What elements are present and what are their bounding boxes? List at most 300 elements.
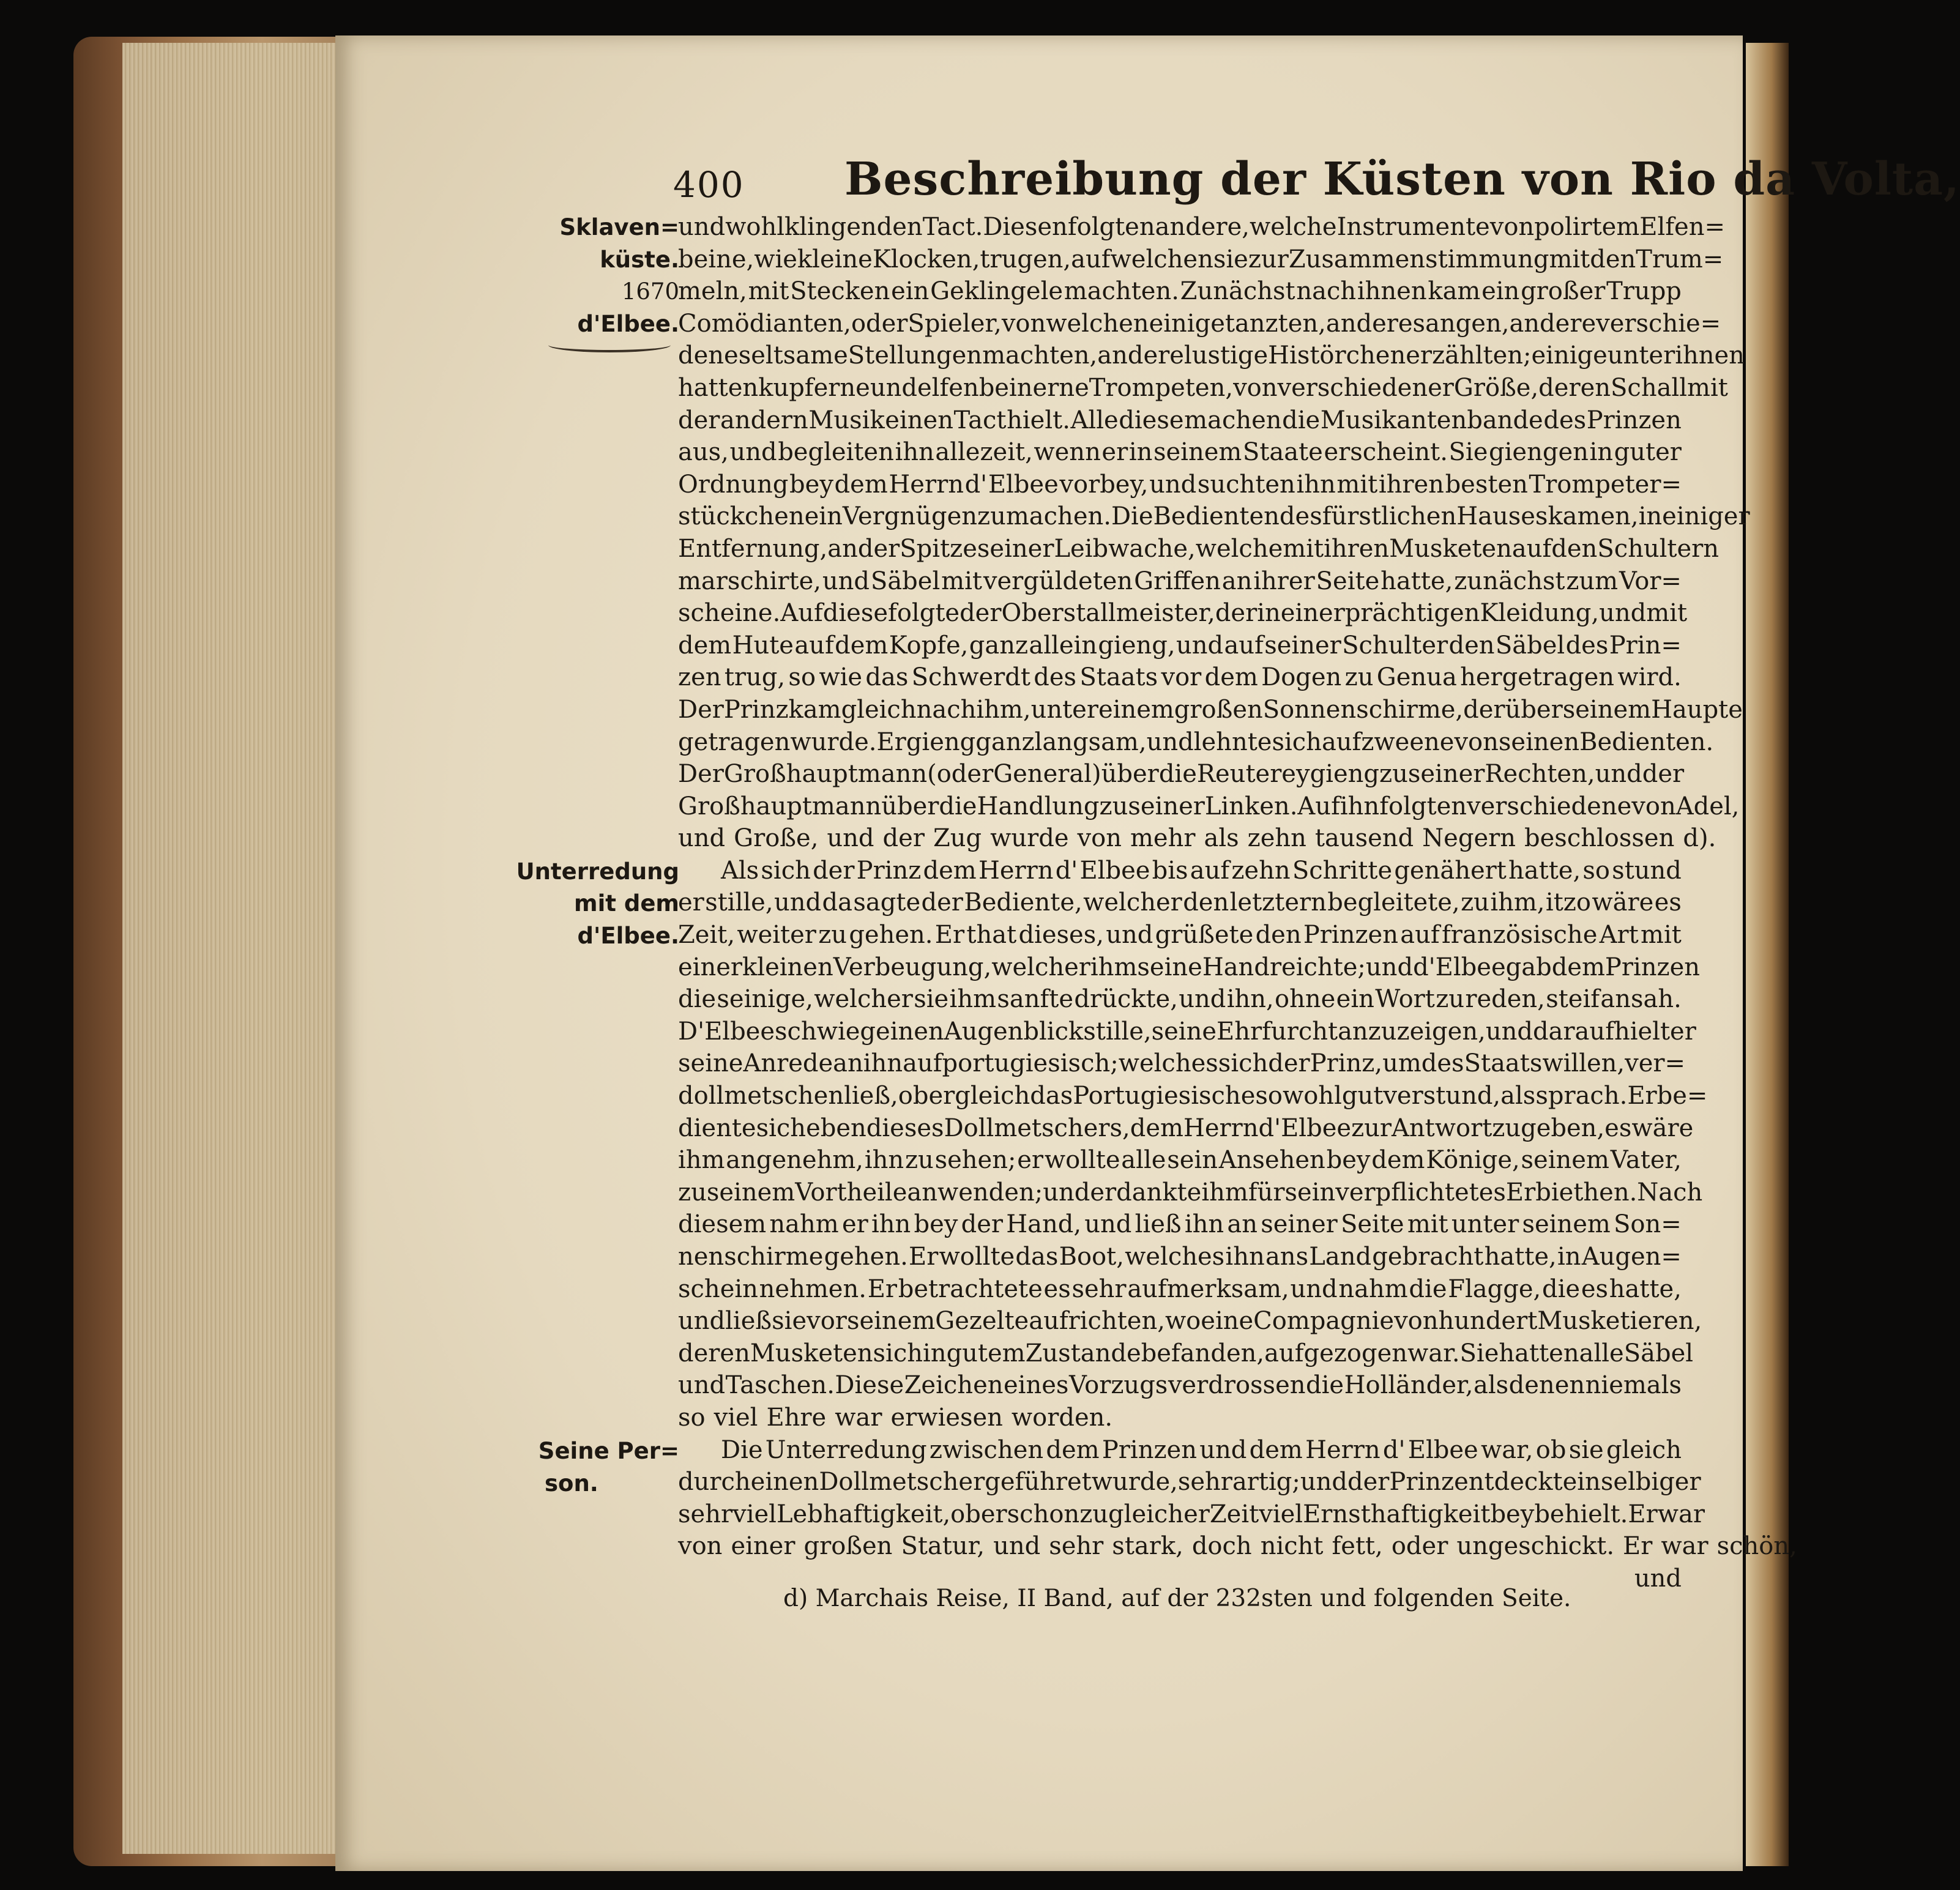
word: Bediente, — [964, 888, 1082, 917]
word: ganz — [975, 727, 1035, 756]
word: über — [1101, 760, 1159, 789]
word: einem — [1098, 695, 1174, 724]
word: suchten — [1197, 470, 1295, 499]
word: beschlossen — [1524, 824, 1675, 853]
word: ob — [950, 1500, 981, 1528]
word: deren — [1538, 373, 1611, 402]
word: Er — [876, 727, 906, 756]
word: als — [1204, 824, 1239, 853]
word: gut — [1341, 1082, 1384, 1111]
word: Große, — [734, 824, 819, 853]
word: seine — [678, 1049, 743, 1078]
word: Ehrfurcht — [1217, 1017, 1338, 1046]
word: Die — [721, 1435, 763, 1464]
word: diente — [678, 1114, 756, 1142]
word: und — [678, 1307, 726, 1336]
word: getragen — [678, 727, 791, 756]
word: ließ, — [844, 1082, 898, 1111]
word: Er — [1628, 1500, 1658, 1528]
word: worden. — [1011, 1403, 1113, 1432]
word: zunächst — [1454, 567, 1565, 595]
word: mit — [1283, 534, 1324, 563]
word: so — [1582, 856, 1610, 885]
word: Sie — [1448, 438, 1488, 467]
word: Kopfe, — [889, 631, 969, 660]
word: eine — [1201, 1307, 1254, 1336]
word: artig; — [1232, 1468, 1300, 1497]
word: und — [1146, 727, 1194, 756]
word: zen — [678, 663, 721, 692]
margin-note: 1670 — [621, 278, 679, 305]
word: seinem — [1522, 1210, 1611, 1239]
word: hatten — [678, 373, 759, 402]
word: besten — [1445, 470, 1528, 499]
word: Zusammenstimmung — [1288, 245, 1549, 273]
word: schein — [678, 1274, 758, 1303]
word: Elbee — [1281, 1114, 1352, 1142]
word: be= — [1656, 1082, 1708, 1111]
word: welchen — [1046, 309, 1149, 338]
word: oder — [1391, 1532, 1448, 1561]
word: einer — [678, 953, 743, 981]
word: Prinzen — [1101, 1435, 1197, 1464]
word: dem — [1046, 1435, 1100, 1464]
word: reden, — [1465, 985, 1545, 1014]
word: geben, — [1521, 1114, 1605, 1142]
word: Sie — [1459, 1339, 1499, 1367]
word: einiger — [1662, 502, 1750, 531]
word: hielt. — [1007, 406, 1070, 434]
word: den — [1448, 631, 1495, 660]
word: welcher — [1083, 888, 1182, 917]
margin-note: küste. — [600, 247, 679, 273]
word: scheine. — [678, 599, 781, 628]
word: das — [865, 663, 909, 692]
word: welches — [1118, 1049, 1218, 1078]
word: Bedienten — [1153, 502, 1280, 531]
word: letztern — [1229, 888, 1327, 917]
word: machten, — [982, 341, 1098, 370]
word: der — [921, 888, 963, 917]
word: verstund, — [1383, 1082, 1501, 1111]
word: verschiedener — [1277, 373, 1454, 402]
text-line — [678, 565, 1682, 598]
word: durch — [678, 1468, 751, 1497]
word: dem — [678, 631, 732, 660]
text-line — [678, 436, 1682, 469]
word: einige — [1149, 309, 1225, 338]
word: kupferne — [758, 373, 870, 402]
word: dem — [1249, 1435, 1303, 1464]
running-title: Beschreibung der Küsten von Rio da Volta, — [844, 153, 1960, 206]
word: Säbel — [870, 567, 941, 595]
word: seltsame — [738, 341, 848, 370]
word: kleine — [797, 245, 873, 273]
word: Großhauptmann — [678, 792, 882, 820]
word: kam — [788, 695, 841, 724]
word: seinige, — [717, 985, 813, 1014]
word: Bedienten. — [1579, 727, 1714, 756]
text-line — [678, 1273, 1682, 1306]
word: welche — [1250, 213, 1337, 241]
word: stark, — [1112, 1532, 1183, 1561]
word: Auf — [1297, 792, 1340, 820]
word: Herrn — [1183, 1114, 1259, 1142]
word: an — [827, 534, 858, 563]
word: ließ — [725, 1307, 772, 1336]
word: viel — [732, 1500, 777, 1528]
word: steif — [1546, 985, 1600, 1014]
word: Prinzen — [1303, 921, 1398, 950]
word: beybehielt. — [1490, 1500, 1628, 1528]
word: ihn — [871, 1210, 911, 1239]
word: zur — [1351, 1114, 1392, 1142]
word: beine, — [678, 245, 755, 273]
word: er — [928, 1082, 955, 1111]
word: der — [857, 534, 900, 563]
word: folgte — [888, 599, 960, 628]
word: die — [1158, 760, 1197, 789]
word: einer — [1280, 599, 1345, 628]
word: Prinz, — [1310, 1049, 1383, 1078]
word: zu — [1461, 888, 1489, 917]
word: sein — [1167, 1146, 1218, 1175]
word: gleich — [955, 1082, 1030, 1111]
word: angenehm, — [726, 1146, 864, 1175]
word: Erbiethen. — [1505, 1178, 1638, 1207]
word: Ordnung — [678, 470, 789, 499]
word: wo — [1164, 1307, 1201, 1336]
word: so — [678, 1403, 706, 1432]
word: und — [678, 1371, 726, 1400]
word: Prinzen — [1586, 406, 1682, 434]
word: und — [1599, 599, 1647, 628]
word: Diese — [835, 1371, 904, 1400]
word: folgten — [1067, 213, 1155, 241]
text-line — [678, 1305, 1702, 1338]
word: den — [1590, 245, 1636, 273]
word: kleinen — [742, 953, 833, 981]
word: Stellungen — [848, 341, 983, 370]
word: Er — [1623, 1532, 1653, 1561]
word: langsam, — [1034, 727, 1147, 756]
word: Seite — [1340, 1210, 1404, 1239]
word: es — [1654, 888, 1682, 917]
word: auf — [1321, 727, 1362, 756]
word: für — [1248, 1178, 1285, 1207]
word: ihn — [1184, 1210, 1224, 1239]
text-line — [678, 630, 1682, 662]
word: hergetragen — [1460, 663, 1615, 692]
word: und — [1084, 1210, 1132, 1239]
word: machten. — [1064, 277, 1179, 306]
word: seinem — [1562, 695, 1652, 724]
word: Größe, — [1453, 373, 1539, 402]
word: Klocken, — [872, 245, 980, 273]
word: ein — [804, 502, 843, 531]
word: tausend — [1314, 824, 1414, 853]
word: ans — [1265, 1243, 1309, 1271]
word: war — [1657, 1500, 1705, 1528]
word: welche — [1195, 534, 1283, 563]
word: eben — [806, 1114, 866, 1142]
word: dieses, — [1018, 921, 1104, 950]
word: begleitete, — [1327, 888, 1460, 917]
word: Son= — [1614, 1210, 1682, 1239]
word: trugen, — [980, 245, 1071, 273]
word: der — [1463, 695, 1505, 724]
word: einen — [876, 1017, 944, 1046]
word: ein — [1481, 277, 1520, 306]
word: seinem — [1153, 438, 1242, 467]
word: gebracht — [1372, 1243, 1484, 1271]
word: Musik — [808, 406, 885, 434]
word: giengen — [1489, 438, 1589, 467]
word: hatte, — [1484, 1243, 1557, 1271]
word: schon — [1007, 1500, 1080, 1528]
word: zu — [678, 1178, 707, 1207]
word: und — [1106, 921, 1153, 950]
text-line — [678, 887, 1682, 919]
word: einer — [731, 1532, 796, 1561]
word: in — [1589, 438, 1614, 467]
word: auf — [794, 631, 834, 660]
text-line — [678, 1402, 1682, 1434]
word: Haupte — [1651, 695, 1743, 724]
word: bis — [1152, 856, 1188, 885]
text-line — [678, 275, 1682, 308]
word: Elbee — [1079, 856, 1150, 885]
word: dem — [1371, 1146, 1425, 1175]
word: aufgezogen — [1264, 1339, 1407, 1367]
word: meln, — [678, 277, 747, 306]
word: und — [678, 824, 726, 853]
word: gehen. — [824, 1243, 908, 1271]
word: sich — [756, 1114, 807, 1142]
margin-note: mit dem — [574, 890, 679, 917]
word: zu — [977, 502, 1006, 531]
text-line — [678, 404, 1682, 437]
word: mit — [1407, 1210, 1448, 1239]
word: seine — [1151, 1017, 1217, 1046]
word: stückchen — [678, 502, 805, 531]
word: aus, — [678, 438, 729, 467]
word: sangen, — [1412, 309, 1510, 338]
word: Er — [909, 1243, 939, 1271]
word: Leibwache, — [1054, 534, 1196, 563]
word: d). — [1683, 824, 1716, 853]
text-line — [678, 340, 1745, 372]
word: Handlung — [977, 792, 1100, 820]
word: mit — [941, 567, 982, 595]
word: Vergnügen — [842, 502, 978, 531]
word: Hute — [732, 631, 794, 660]
word: des — [1421, 1049, 1464, 1078]
word: Auf — [780, 599, 823, 628]
word: er — [1101, 438, 1128, 467]
word: geführet — [985, 1468, 1092, 1497]
text-line — [678, 1338, 1694, 1370]
word: D' — [678, 1017, 705, 1046]
word: in — [1257, 599, 1281, 628]
word: und — [1043, 1178, 1090, 1207]
word: zu — [1344, 663, 1374, 692]
text-line — [678, 1144, 1682, 1177]
word: Lebhaftigkeit, — [776, 1500, 951, 1528]
word: hatte, — [1381, 567, 1453, 595]
word: Trupp — [1606, 277, 1682, 306]
word: zehn — [1247, 824, 1306, 853]
word: Der — [678, 695, 724, 724]
word: viel — [714, 1403, 758, 1432]
word: es — [1043, 1274, 1071, 1303]
word: Histörchen — [1268, 341, 1406, 370]
text-line — [678, 500, 1750, 533]
word: Spitze — [900, 534, 977, 563]
word: Instrumente — [1336, 213, 1490, 241]
word: sich — [1218, 1049, 1269, 1078]
text-line — [678, 244, 1724, 276]
word: anzuzeigen, — [1338, 1017, 1486, 1046]
word: das — [1030, 1082, 1073, 1111]
word: Herrn — [1305, 1435, 1381, 1464]
word: Dollmetscher — [819, 1468, 985, 1497]
word: ein — [1336, 985, 1374, 1014]
word: Vortheile — [795, 1178, 907, 1207]
word: Hand — [1202, 953, 1270, 981]
word: ohne — [1275, 985, 1336, 1014]
word: gieng — [906, 727, 976, 756]
word: wird. — [1617, 663, 1682, 692]
word: ihnen — [1675, 341, 1745, 370]
word: reichte; — [1269, 953, 1366, 981]
word: dem — [1551, 953, 1605, 981]
word: sowohl — [1255, 1082, 1342, 1111]
word: hundert — [1438, 1307, 1538, 1336]
word: Spieler, — [907, 309, 1002, 338]
word: ihn — [863, 1049, 903, 1078]
text-line — [678, 1177, 1703, 1209]
word: der — [1215, 599, 1258, 628]
text-line — [678, 1080, 1708, 1112]
word: hielt — [1614, 1017, 1671, 1046]
word: wäre — [1592, 888, 1654, 917]
word: der — [961, 1210, 1004, 1239]
word: alle — [1121, 1146, 1166, 1175]
word: welchen — [1110, 245, 1213, 273]
word: gleich — [841, 695, 917, 724]
word: Herrn — [978, 856, 1054, 885]
text-line — [678, 1498, 1705, 1531]
word: Sonnenschirme, — [1262, 695, 1464, 724]
word: sich — [1272, 727, 1322, 756]
word: vorbey, — [1059, 470, 1149, 499]
word: Zunächst — [1180, 277, 1295, 306]
word: ihren — [1378, 470, 1444, 499]
word: von — [1394, 1307, 1439, 1336]
word: nicht — [1260, 1532, 1324, 1561]
word: Er — [1627, 1082, 1657, 1111]
word: auf — [1190, 856, 1230, 885]
word: Prinz — [856, 856, 922, 885]
word: Ansehen — [1218, 1146, 1325, 1175]
text-line — [678, 1466, 1701, 1498]
word: und — [1290, 1274, 1338, 1303]
word: Tact — [953, 406, 1007, 434]
word: er — [1090, 1178, 1117, 1207]
word: bey — [789, 470, 833, 499]
word: Prinz — [723, 695, 789, 724]
word: mit — [1641, 921, 1682, 950]
word: lustige — [1183, 341, 1269, 370]
word: unter — [1030, 695, 1098, 724]
word: Schritte — [1292, 856, 1393, 885]
word: weiter — [737, 921, 816, 950]
word: hatte, — [1609, 1274, 1682, 1303]
word: ihm — [949, 985, 997, 1014]
word: ihn — [1225, 1243, 1265, 1271]
word: um — [1382, 1049, 1422, 1078]
word: nahm — [1338, 1274, 1408, 1303]
word: ob — [1535, 1435, 1567, 1464]
word: betrachtete — [898, 1274, 1043, 1303]
word: Stecken — [790, 277, 890, 306]
text-line — [678, 469, 1682, 501]
text-line — [678, 1530, 1797, 1563]
word: Trompeten, — [1089, 373, 1234, 402]
text-line — [678, 822, 1716, 855]
word: dankte — [1116, 1178, 1202, 1207]
word: ließ — [1135, 1210, 1182, 1239]
word: auf — [1224, 631, 1264, 660]
margin-note-rule — [548, 338, 671, 352]
word: Vorzugs — [1068, 1371, 1168, 1400]
word: gutem — [946, 1339, 1026, 1367]
word: zwischen — [929, 1435, 1044, 1464]
body-text — [678, 211, 1797, 1595]
word: so — [788, 663, 816, 692]
word: seiner — [977, 534, 1054, 563]
word: aufmerksam, — [1127, 1274, 1289, 1303]
word: in — [923, 1339, 947, 1367]
word: und — [993, 1532, 1041, 1561]
word: Tact. — [922, 213, 983, 241]
word: Zug — [933, 824, 982, 853]
word: unter — [1451, 1210, 1519, 1239]
word: gleicher — [1108, 1500, 1210, 1528]
word: über — [881, 792, 939, 820]
word: entdeckte — [1454, 1468, 1578, 1497]
word: vor — [1161, 663, 1202, 692]
word: sehr — [678, 1500, 733, 1528]
word: marschirte, — [678, 567, 821, 595]
word: Säbel — [1495, 631, 1565, 660]
word: wäre — [1631, 1114, 1694, 1142]
word: d' — [964, 470, 988, 499]
word: begleiten — [778, 438, 894, 467]
word: Die — [1111, 502, 1153, 531]
word: Schultern — [1597, 534, 1720, 563]
word: erscheint. — [1324, 438, 1448, 467]
word: gleich — [1606, 1435, 1682, 1464]
word: gieng, — [1098, 631, 1176, 660]
word: sie — [772, 1307, 807, 1336]
word: einen — [885, 406, 953, 434]
word: sehen; — [934, 1146, 1016, 1175]
word: der — [1347, 1468, 1390, 1497]
word: zu — [1436, 985, 1465, 1014]
word: Land — [1309, 1243, 1372, 1271]
